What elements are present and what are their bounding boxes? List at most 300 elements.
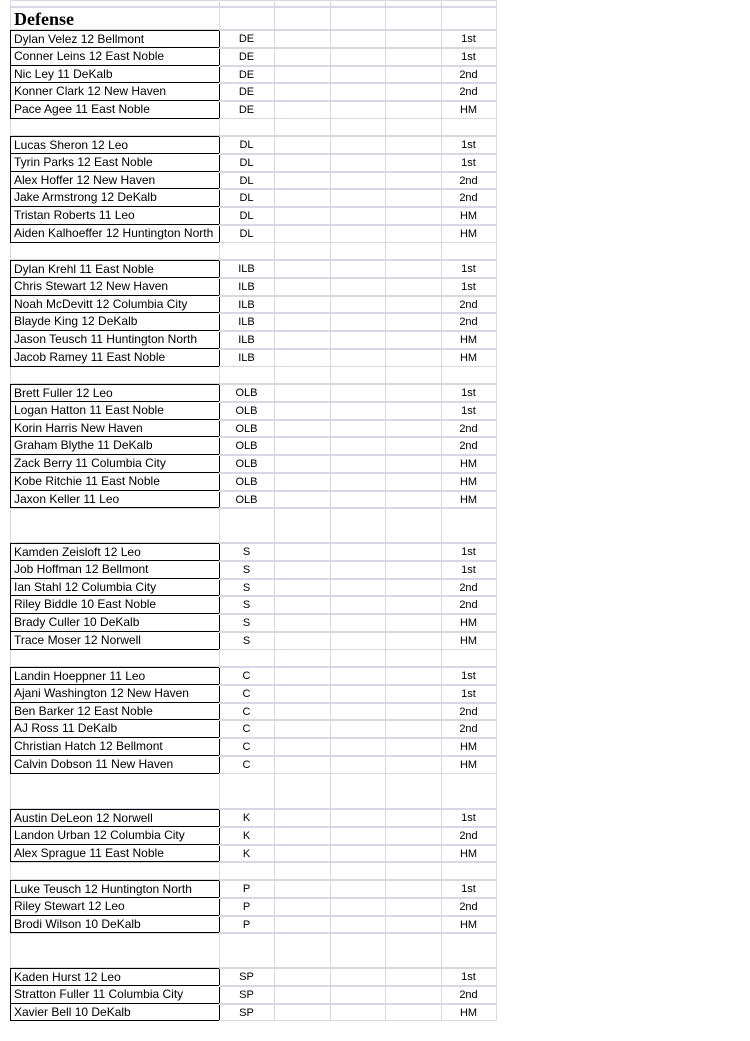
position-cell[interactable]: ILB (219, 349, 275, 367)
empty-cell[interactable] (330, 933, 386, 968)
team-cell[interactable]: HM (441, 349, 497, 367)
empty-cell[interactable] (10, 242, 220, 260)
empty-cell[interactable] (330, 473, 386, 491)
empty-cell[interactable] (330, 756, 386, 774)
position-cell[interactable]: S (219, 614, 275, 632)
team-cell[interactable]: 1st (441, 154, 497, 172)
empty-cell[interactable] (10, 862, 220, 880)
empty-cell[interactable] (219, 0, 275, 7)
empty-cell[interactable] (385, 632, 442, 650)
position-cell[interactable]: C (219, 685, 275, 703)
empty-cell[interactable] (330, 898, 386, 916)
team-cell[interactable]: HM (441, 101, 497, 119)
position-cell[interactable]: C (219, 756, 275, 774)
position-cell[interactable]: C (219, 738, 275, 756)
empty-cell[interactable] (274, 172, 331, 190)
player-cell[interactable]: Riley Biddle 10 East Noble (10, 596, 220, 614)
empty-cell[interactable] (330, 809, 386, 827)
team-cell[interactable]: 2nd (441, 437, 497, 455)
team-cell[interactable]: HM (441, 614, 497, 632)
player-cell[interactable]: Trace Moser 12 Norwell (10, 632, 220, 650)
empty-cell[interactable] (385, 543, 442, 561)
empty-cell[interactable] (274, 296, 331, 314)
empty-cell[interactable] (441, 366, 497, 384)
empty-cell[interactable] (385, 738, 442, 756)
player-cell[interactable]: Ben Barker 12 East Noble (10, 703, 220, 721)
player-cell[interactable]: Jake Armstrong 12 DeKalb (10, 189, 220, 207)
empty-cell[interactable] (274, 738, 331, 756)
empty-cell[interactable] (441, 862, 497, 880)
empty-cell[interactable] (385, 916, 442, 934)
position-cell[interactable]: OLB (219, 491, 275, 509)
empty-cell[interactable] (385, 809, 442, 827)
empty-cell[interactable] (330, 0, 386, 7)
empty-cell[interactable] (330, 667, 386, 685)
empty-cell[interactable] (274, 667, 331, 685)
empty-cell[interactable] (385, 384, 442, 402)
empty-cell[interactable] (385, 349, 442, 367)
position-cell[interactable]: P (219, 880, 275, 898)
empty-cell[interactable] (385, 366, 442, 384)
empty-cell[interactable] (274, 773, 331, 809)
empty-cell[interactable] (330, 296, 386, 314)
empty-cell[interactable] (274, 880, 331, 898)
position-cell[interactable]: ILB (219, 313, 275, 331)
empty-cell[interactable] (330, 880, 386, 898)
position-cell[interactable]: ILB (219, 260, 275, 278)
empty-cell[interactable] (385, 720, 442, 738)
empty-cell[interactable] (274, 916, 331, 934)
empty-cell[interactable] (330, 7, 386, 30)
empty-cell[interactable] (330, 649, 386, 667)
position-cell[interactable]: OLB (219, 455, 275, 473)
empty-cell[interactable] (274, 756, 331, 774)
empty-cell[interactable] (385, 898, 442, 916)
team-cell[interactable]: 2nd (441, 83, 497, 101)
player-cell[interactable]: Pace Agee 11 East Noble (10, 101, 220, 119)
empty-cell[interactable] (330, 349, 386, 367)
team-cell[interactable]: HM (441, 455, 497, 473)
position-cell[interactable]: C (219, 720, 275, 738)
empty-cell[interactable] (219, 649, 275, 667)
empty-cell[interactable] (385, 703, 442, 721)
player-cell[interactable]: Riley Stewart 12 Leo (10, 898, 220, 916)
empty-cell[interactable] (274, 384, 331, 402)
team-cell[interactable]: 1st (441, 402, 497, 420)
empty-cell[interactable] (274, 862, 331, 880)
empty-cell[interactable] (274, 968, 331, 986)
empty-cell[interactable] (330, 508, 386, 543)
empty-cell[interactable] (330, 632, 386, 650)
empty-cell[interactable] (274, 154, 331, 172)
empty-cell[interactable] (385, 420, 442, 438)
empty-cell[interactable] (274, 7, 331, 30)
empty-cell[interactable] (330, 366, 386, 384)
empty-cell[interactable] (441, 933, 497, 968)
team-cell[interactable]: HM (441, 473, 497, 491)
empty-cell[interactable] (274, 66, 331, 84)
empty-cell[interactable] (385, 649, 442, 667)
empty-cell[interactable] (330, 30, 386, 48)
empty-cell[interactable] (330, 260, 386, 278)
empty-cell[interactable] (274, 136, 331, 154)
player-cell[interactable]: Alex Hoffer 12 New Haven (10, 172, 220, 190)
player-cell[interactable]: Christian Hatch 12 Bellmont (10, 738, 220, 756)
empty-cell[interactable] (274, 260, 331, 278)
empty-cell[interactable] (219, 366, 275, 384)
empty-cell[interactable] (219, 933, 275, 968)
empty-cell[interactable] (385, 596, 442, 614)
position-cell[interactable]: P (219, 898, 275, 916)
empty-cell[interactable] (10, 118, 220, 136)
empty-cell[interactable] (385, 30, 442, 48)
empty-cell[interactable] (385, 473, 442, 491)
player-cell[interactable]: Jason Teusch 11 Huntington North (10, 331, 220, 349)
team-cell[interactable]: 1st (441, 384, 497, 402)
empty-cell[interactable] (330, 331, 386, 349)
empty-cell[interactable] (330, 596, 386, 614)
empty-cell[interactable] (385, 0, 442, 7)
position-cell[interactable]: ILB (219, 296, 275, 314)
empty-cell[interactable] (385, 437, 442, 455)
team-cell[interactable]: 1st (441, 968, 497, 986)
empty-cell[interactable] (385, 508, 442, 543)
empty-cell[interactable] (219, 242, 275, 260)
empty-cell[interactable] (10, 0, 220, 7)
player-cell[interactable]: Ian Stahl 12 Columbia City (10, 579, 220, 597)
empty-cell[interactable] (330, 543, 386, 561)
empty-cell[interactable] (330, 773, 386, 809)
player-cell[interactable]: Tristan Roberts 11 Leo (10, 207, 220, 225)
team-cell[interactable]: 1st (441, 260, 497, 278)
empty-cell[interactable] (441, 242, 497, 260)
empty-cell[interactable] (330, 278, 386, 296)
position-cell[interactable]: DL (219, 225, 275, 243)
position-cell[interactable]: C (219, 667, 275, 685)
empty-cell[interactable] (10, 933, 220, 968)
empty-cell[interactable] (385, 48, 442, 66)
player-cell[interactable]: Noah McDevitt 12 Columbia City (10, 296, 220, 314)
empty-cell[interactable] (274, 0, 331, 7)
position-cell[interactable]: DL (219, 172, 275, 190)
team-cell[interactable]: 1st (441, 278, 497, 296)
empty-cell[interactable] (274, 402, 331, 420)
empty-cell[interactable] (330, 685, 386, 703)
team-cell[interactable]: 2nd (441, 703, 497, 721)
team-cell[interactable]: 1st (441, 48, 497, 66)
empty-cell[interactable] (385, 278, 442, 296)
position-cell[interactable]: P (219, 916, 275, 934)
team-cell[interactable]: HM (441, 491, 497, 509)
empty-cell[interactable] (385, 189, 442, 207)
empty-cell[interactable] (219, 862, 275, 880)
empty-cell[interactable] (330, 968, 386, 986)
empty-cell[interactable] (385, 83, 442, 101)
empty-cell[interactable] (330, 703, 386, 721)
player-cell[interactable]: AJ Ross 11 DeKalb (10, 720, 220, 738)
empty-cell[interactable] (274, 242, 331, 260)
team-cell[interactable]: 1st (441, 30, 497, 48)
player-cell[interactable]: Luke Teusch 12 Huntington North (10, 880, 220, 898)
empty-cell[interactable] (330, 189, 386, 207)
team-cell[interactable]: HM (441, 225, 497, 243)
position-cell[interactable]: ILB (219, 278, 275, 296)
empty-cell[interactable] (274, 437, 331, 455)
empty-cell[interactable] (385, 207, 442, 225)
empty-cell[interactable] (10, 508, 220, 543)
empty-cell[interactable] (385, 756, 442, 774)
empty-cell[interactable] (274, 827, 331, 845)
position-cell[interactable]: OLB (219, 420, 275, 438)
empty-cell[interactable] (330, 986, 386, 1004)
empty-cell[interactable] (219, 118, 275, 136)
empty-cell[interactable] (385, 260, 442, 278)
empty-cell[interactable] (274, 614, 331, 632)
position-cell[interactable]: C (219, 703, 275, 721)
player-cell[interactable]: Landon Urban 12 Columbia City (10, 827, 220, 845)
team-cell[interactable]: 1st (441, 561, 497, 579)
player-cell[interactable]: Dylan Krehl 11 East Noble (10, 260, 220, 278)
team-cell[interactable]: 2nd (441, 596, 497, 614)
empty-cell[interactable] (385, 455, 442, 473)
empty-cell[interactable] (330, 738, 386, 756)
position-cell[interactable]: DL (219, 189, 275, 207)
empty-cell[interactable] (274, 491, 331, 509)
player-cell[interactable]: Zack Berry 11 Columbia City (10, 455, 220, 473)
position-cell[interactable]: ILB (219, 331, 275, 349)
team-cell[interactable]: HM (441, 632, 497, 650)
empty-cell[interactable] (385, 242, 442, 260)
empty-cell[interactable] (330, 1004, 386, 1022)
team-cell[interactable]: HM (441, 331, 497, 349)
empty-cell[interactable] (385, 933, 442, 968)
player-cell[interactable]: Logan Hatton 11 East Noble (10, 402, 220, 420)
empty-cell[interactable] (274, 898, 331, 916)
position-cell[interactable]: SP (219, 986, 275, 1004)
empty-cell[interactable] (274, 189, 331, 207)
empty-cell[interactable] (385, 862, 442, 880)
team-cell[interactable]: 2nd (441, 827, 497, 845)
empty-cell[interactable] (330, 118, 386, 136)
empty-cell[interactable] (274, 649, 331, 667)
position-cell[interactable]: OLB (219, 473, 275, 491)
team-cell[interactable]: 1st (441, 685, 497, 703)
position-cell[interactable]: SP (219, 1004, 275, 1022)
player-cell[interactable]: Blayde King 12 DeKalb (10, 313, 220, 331)
position-cell[interactable]: OLB (219, 384, 275, 402)
empty-cell[interactable] (10, 773, 220, 809)
empty-cell[interactable] (330, 827, 386, 845)
empty-cell[interactable] (330, 491, 386, 509)
empty-cell[interactable] (274, 845, 331, 863)
empty-cell[interactable] (385, 845, 442, 863)
empty-cell[interactable] (385, 154, 442, 172)
player-cell[interactable]: Brett Fuller 12 Leo (10, 384, 220, 402)
empty-cell[interactable] (385, 1004, 442, 1022)
team-cell[interactable]: 1st (441, 136, 497, 154)
empty-cell[interactable] (219, 773, 275, 809)
team-cell[interactable]: 1st (441, 667, 497, 685)
team-cell[interactable]: 2nd (441, 296, 497, 314)
empty-cell[interactable] (274, 278, 331, 296)
player-cell[interactable]: Conner Leins 12 East Noble (10, 48, 220, 66)
position-cell[interactable]: DE (219, 66, 275, 84)
team-cell[interactable]: HM (441, 1004, 497, 1022)
empty-cell[interactable] (274, 83, 331, 101)
empty-cell[interactable] (330, 862, 386, 880)
empty-cell[interactable] (219, 508, 275, 543)
empty-cell[interactable] (274, 1004, 331, 1022)
position-cell[interactable]: DL (219, 136, 275, 154)
empty-cell[interactable] (385, 579, 442, 597)
empty-cell[interactable] (385, 7, 442, 30)
player-cell[interactable]: Konner Clark 12 New Haven (10, 83, 220, 101)
team-cell[interactable]: HM (441, 756, 497, 774)
player-cell[interactable]: Graham Blythe 11 DeKalb (10, 437, 220, 455)
team-cell[interactable]: 2nd (441, 172, 497, 190)
position-cell[interactable]: DE (219, 83, 275, 101)
empty-cell[interactable] (274, 986, 331, 1004)
team-cell[interactable]: 1st (441, 809, 497, 827)
empty-cell[interactable] (441, 7, 497, 30)
player-cell[interactable]: Tyrin Parks 12 East Noble (10, 154, 220, 172)
empty-cell[interactable] (330, 83, 386, 101)
empty-cell[interactable] (330, 242, 386, 260)
empty-cell[interactable] (330, 48, 386, 66)
empty-cell[interactable] (330, 101, 386, 119)
empty-cell[interactable] (330, 172, 386, 190)
empty-cell[interactable] (385, 685, 442, 703)
player-cell[interactable]: Calvin Dobson 11 New Haven (10, 756, 220, 774)
empty-cell[interactable] (274, 313, 331, 331)
team-cell[interactable]: 2nd (441, 313, 497, 331)
empty-cell[interactable] (385, 136, 442, 154)
position-cell[interactable]: K (219, 827, 275, 845)
empty-cell[interactable] (330, 66, 386, 84)
empty-cell[interactable] (385, 827, 442, 845)
team-cell[interactable]: 2nd (441, 579, 497, 597)
empty-cell[interactable] (274, 455, 331, 473)
empty-cell[interactable] (330, 402, 386, 420)
team-cell[interactable]: HM (441, 916, 497, 934)
empty-cell[interactable] (385, 101, 442, 119)
empty-cell[interactable] (219, 7, 275, 30)
team-cell[interactable]: HM (441, 207, 497, 225)
empty-cell[interactable] (274, 596, 331, 614)
empty-cell[interactable] (330, 720, 386, 738)
player-cell[interactable]: Aiden Kalhoeffer 12 Huntington North (10, 225, 220, 243)
empty-cell[interactable] (330, 207, 386, 225)
position-cell[interactable]: DE (219, 101, 275, 119)
empty-cell[interactable] (441, 0, 497, 7)
empty-cell[interactable] (274, 331, 331, 349)
empty-cell[interactable] (385, 667, 442, 685)
position-cell[interactable]: S (219, 579, 275, 597)
player-cell[interactable]: Xavier Bell 10 DeKalb (10, 1004, 220, 1022)
empty-cell[interactable] (274, 473, 331, 491)
empty-cell[interactable] (330, 455, 386, 473)
empty-cell[interactable] (330, 420, 386, 438)
empty-cell[interactable] (274, 720, 331, 738)
empty-cell[interactable] (274, 933, 331, 968)
team-cell[interactable]: 2nd (441, 189, 497, 207)
position-cell[interactable]: S (219, 543, 275, 561)
position-cell[interactable]: DE (219, 48, 275, 66)
player-cell[interactable]: Lucas Sheron 12 Leo (10, 136, 220, 154)
player-cell[interactable]: Alex Sprague 11 East Noble (10, 845, 220, 863)
empty-cell[interactable] (385, 561, 442, 579)
empty-cell[interactable] (274, 207, 331, 225)
empty-cell[interactable] (274, 543, 331, 561)
position-cell[interactable]: DL (219, 154, 275, 172)
empty-cell[interactable] (385, 172, 442, 190)
empty-cell[interactable] (385, 880, 442, 898)
empty-cell[interactable] (385, 225, 442, 243)
empty-cell[interactable] (385, 986, 442, 1004)
empty-cell[interactable] (441, 773, 497, 809)
empty-cell[interactable] (274, 809, 331, 827)
team-cell[interactable]: 2nd (441, 66, 497, 84)
empty-cell[interactable] (385, 66, 442, 84)
player-cell[interactable]: Austin DeLeon 12 Norwell (10, 809, 220, 827)
empty-cell[interactable] (274, 632, 331, 650)
position-cell[interactable]: DE (219, 30, 275, 48)
empty-cell[interactable] (330, 579, 386, 597)
empty-cell[interactable] (274, 118, 331, 136)
empty-cell[interactable] (274, 579, 331, 597)
empty-cell[interactable] (330, 154, 386, 172)
empty-cell[interactable] (330, 136, 386, 154)
empty-cell[interactable] (330, 845, 386, 863)
position-cell[interactable]: K (219, 809, 275, 827)
empty-cell[interactable] (274, 101, 331, 119)
empty-cell[interactable] (274, 30, 331, 48)
empty-cell[interactable] (385, 118, 442, 136)
empty-cell[interactable] (274, 508, 331, 543)
position-cell[interactable]: DL (219, 207, 275, 225)
team-cell[interactable]: HM (441, 845, 497, 863)
empty-cell[interactable] (385, 773, 442, 809)
player-cell[interactable]: Kaden Hurst 12 Leo (10, 968, 220, 986)
empty-cell[interactable] (10, 649, 220, 667)
player-cell[interactable]: Ajani Washington 12 New Haven (10, 685, 220, 703)
empty-cell[interactable] (274, 561, 331, 579)
empty-cell[interactable] (274, 48, 331, 66)
empty-cell[interactable] (330, 437, 386, 455)
team-cell[interactable]: 1st (441, 543, 497, 561)
empty-cell[interactable] (330, 384, 386, 402)
empty-cell[interactable] (274, 685, 331, 703)
empty-cell[interactable] (274, 703, 331, 721)
empty-cell[interactable] (385, 968, 442, 986)
player-cell[interactable]: Stratton Fuller 11 Columbia City (10, 986, 220, 1004)
player-cell[interactable]: Jaxon Keller 11 Leo (10, 491, 220, 509)
empty-cell[interactable] (330, 561, 386, 579)
empty-cell[interactable] (441, 118, 497, 136)
empty-cell[interactable] (274, 366, 331, 384)
empty-cell[interactable] (330, 225, 386, 243)
empty-cell[interactable] (330, 916, 386, 934)
empty-cell[interactable] (441, 508, 497, 543)
empty-cell[interactable] (385, 491, 442, 509)
player-cell[interactable]: Brady Culler 10 DeKalb (10, 614, 220, 632)
team-cell[interactable]: HM (441, 738, 497, 756)
empty-cell[interactable] (10, 366, 220, 384)
team-cell[interactable]: 2nd (441, 720, 497, 738)
player-cell[interactable]: Chris Stewart 12 New Haven (10, 278, 220, 296)
empty-cell[interactable] (274, 420, 331, 438)
empty-cell[interactable] (385, 331, 442, 349)
